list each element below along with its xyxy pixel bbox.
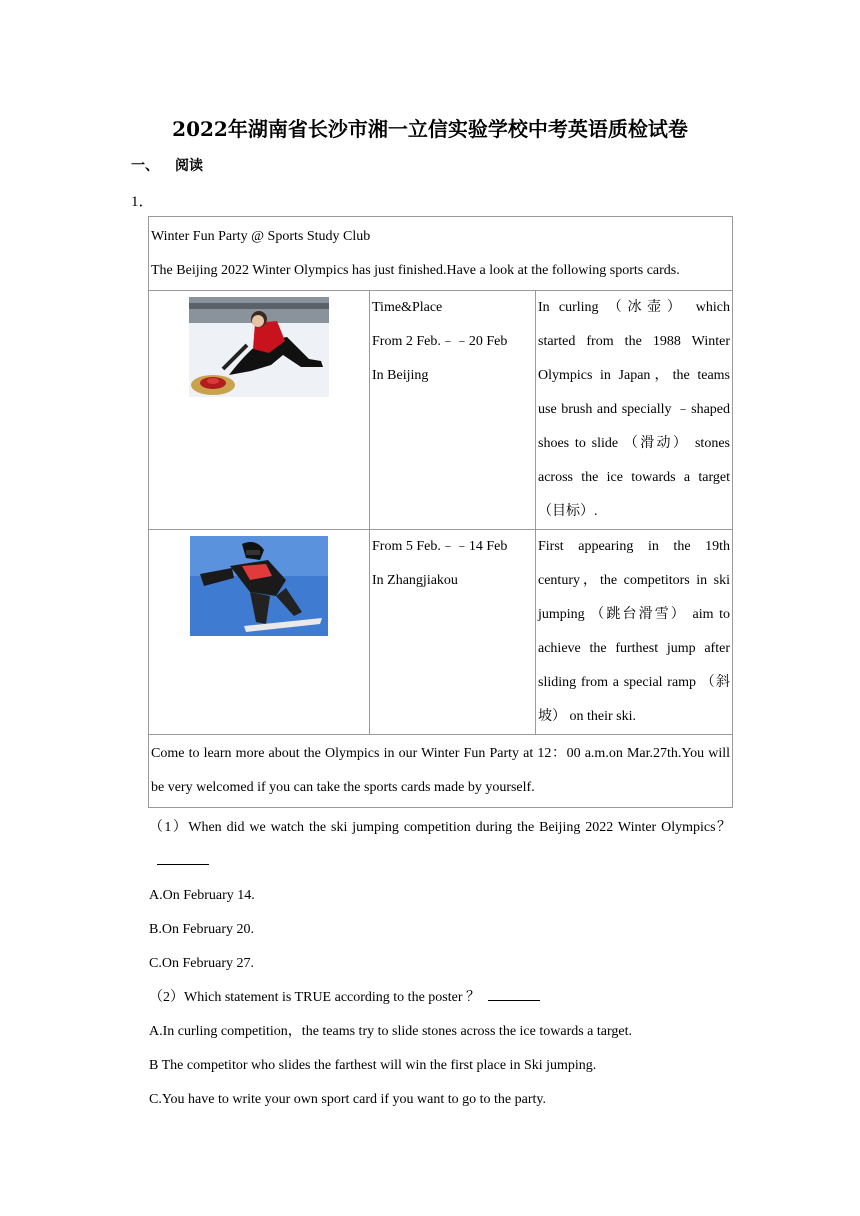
question-2-option-c[interactable]: C.You have to write your own sport card if you want to go to the party. [149, 1092, 546, 1107]
ski-jumping-card-row [149, 530, 733, 735]
poster-header-row [149, 217, 733, 291]
question-1-stem: （1）When did we watch the ski jumping competition during the Beijing 2022 Winter Olympics？ [149, 811, 731, 879]
curling-photo [189, 297, 329, 397]
section-name: 阅读 [175, 158, 203, 174]
poster-footer: Come to learn more about the Olympics in our Winter Fun Party at 12：00 a.m.on Mar.27th.You will be very welcomed if you can take the sports cards made by yourself. [151, 746, 730, 795]
poster-header-line2: The Beijing 2022 Winter Olympics has just finished.Have a look at the following sports cards. [151, 263, 680, 278]
curling-time-place-cell [370, 291, 536, 530]
ski-description-cell [536, 530, 733, 735]
curling-dates: From 2 Feb.﹣﹣20 Feb [372, 334, 508, 349]
question-number: 1． [131, 194, 154, 210]
poster-footer-row [149, 735, 733, 808]
answer-blank-2[interactable] [488, 986, 540, 1001]
question-2-stem: （2）Which statement is TRUE according to the poster ？ [149, 981, 731, 1015]
section-number: 一、 [131, 158, 159, 174]
sports-poster-table [148, 216, 733, 808]
curling-place: In Beijing [372, 368, 429, 383]
question-1-option-a[interactable]: A.On February 14. [149, 888, 255, 903]
time-place-label: Time&Place [372, 300, 443, 315]
question-2-option-b[interactable]: B The competitor who slides the farthest will win the first place in Ski jumping. [149, 1058, 597, 1073]
section-heading [131, 155, 203, 175]
exam-title: 2022年湖南省长沙市湘一立信实验学校中考英语质检试卷 [172, 117, 688, 141]
questions-block [149, 811, 731, 1117]
poster-header-line1: Winter Fun Party @ Sports Study Club [151, 229, 371, 244]
curling-description-cell [536, 291, 733, 530]
question-2-option-a[interactable]: A.In curling competition，the teams try to slide stones across the ice towards a target. [149, 1024, 633, 1039]
curling-description: In curling （冰壶） which started from the 1988 Winter Olympics in Japan，the teams use brush and specially ﹣shaped shoes to slide （滑动） stones across the ice towards a target （目标）. [538, 300, 730, 519]
ski-jumping-photo [190, 536, 328, 636]
question-1-option-c[interactable]: C.On February 27. [149, 956, 254, 971]
curling-photo-cell [149, 291, 370, 530]
ski-description: First appearing in the 19th century，the competitors in ski jumping （跳台滑雪） aim to achieve the furthest jump after sliding from a special ramp （斜坡） on their ski. [538, 539, 730, 724]
curling-card-row [149, 291, 733, 530]
ski-photo-cell [149, 530, 370, 735]
question-1-option-b[interactable]: B.On February 20. [149, 922, 254, 937]
ski-dates: From 5 Feb.﹣﹣14 Feb [372, 539, 508, 554]
ski-time-place-cell [370, 530, 536, 735]
answer-blank-1[interactable] [157, 850, 209, 865]
ski-place: In Zhangjiakou [372, 573, 458, 588]
poster-footer-cell [149, 735, 733, 808]
